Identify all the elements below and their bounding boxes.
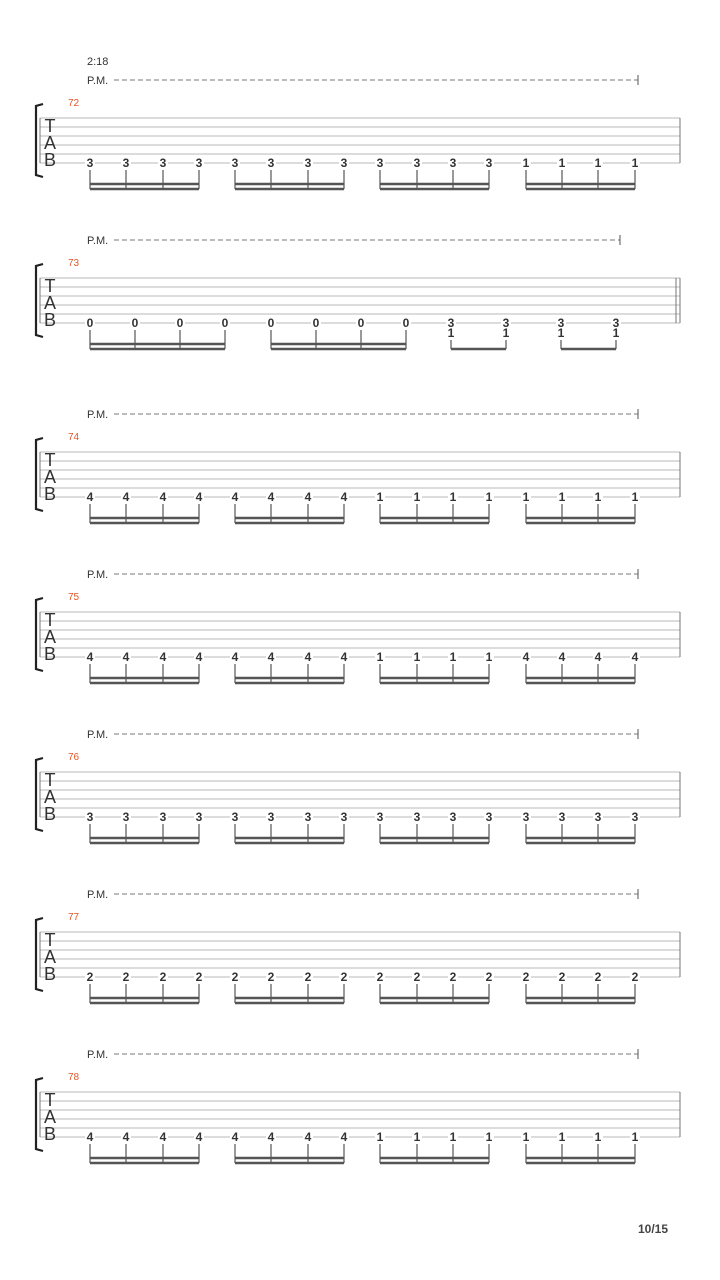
fret-number: 1 — [449, 650, 457, 664]
fret-number: 4 — [86, 650, 94, 664]
fret-number: 4 — [594, 650, 602, 664]
fret-number: 4 — [86, 1130, 94, 1144]
page-number: 10/15 — [638, 1222, 669, 1236]
fret-number: 0 — [176, 316, 184, 330]
fret-number: 1 — [594, 1130, 602, 1144]
fret-number: 3 — [122, 810, 130, 824]
tab-system — [36, 75, 680, 189]
fret-number: 3 — [267, 810, 275, 824]
fret-number: 1 — [594, 156, 602, 170]
fret-number: 3 — [195, 156, 203, 170]
tab-clef-letter: T — [44, 610, 56, 630]
fret-number: 3 — [304, 156, 312, 170]
tab-clef-letter: A — [43, 133, 57, 153]
tab-system — [36, 235, 680, 349]
fret-number: 3 — [267, 156, 275, 170]
fret-number: 4 — [159, 490, 167, 504]
tab-clef-letter: A — [43, 467, 57, 487]
fret-number: 1 — [376, 650, 384, 664]
fret-number: 3 — [485, 810, 493, 824]
fret-number: 2 — [159, 970, 167, 984]
tab-clef-letter: B — [43, 310, 57, 330]
fret-number: 1 — [502, 326, 510, 340]
fret-number: 3 — [304, 810, 312, 824]
fret-number: 4 — [159, 1130, 167, 1144]
fret-number: 1 — [413, 1130, 421, 1144]
tab-clef-letter: T — [44, 450, 56, 470]
fret-number: 3 — [340, 810, 348, 824]
fret-number: 2 — [413, 970, 421, 984]
fret-number: 3 — [631, 810, 639, 824]
fret-number: 3 — [413, 156, 421, 170]
fret-number: 3 — [195, 810, 203, 824]
fret-number: 0 — [357, 316, 365, 330]
fret-number: 3 — [558, 810, 566, 824]
palm-mute-label: P.M. — [87, 409, 109, 421]
tab-clef-letter: B — [43, 964, 57, 984]
fret-number: 3 — [86, 810, 94, 824]
tab-clef-letter: A — [43, 947, 57, 967]
tab-system — [36, 409, 680, 523]
fret-number: 1 — [449, 1130, 457, 1144]
fret-number: 3 — [594, 810, 602, 824]
tab-clef-letter: B — [43, 1124, 57, 1144]
tab-clef-letter: B — [43, 644, 57, 664]
fret-number: 3 — [502, 316, 510, 330]
tab-clef-letter: T — [44, 1090, 56, 1110]
fret-number: 4 — [231, 1130, 239, 1144]
fret-number: 4 — [122, 490, 130, 504]
fret-number: 4 — [267, 1130, 275, 1144]
fret-number: 4 — [195, 650, 203, 664]
fret-number: 3 — [413, 810, 421, 824]
palm-mute-label: P.M. — [87, 75, 109, 87]
fret-number: 1 — [522, 490, 530, 504]
fret-number: 0 — [402, 316, 410, 330]
fret-number: 2 — [485, 970, 493, 984]
fret-number: 1 — [612, 326, 620, 340]
fret-number: 0 — [86, 316, 94, 330]
palm-mute-label: P.M. — [87, 889, 109, 901]
tab-clef-letter: B — [43, 804, 57, 824]
measure-number: 76 — [68, 752, 80, 763]
fret-number: 3 — [376, 156, 384, 170]
tab-clef-letter: A — [43, 627, 57, 647]
fret-number: 1 — [376, 490, 384, 504]
fret-number: 4 — [231, 490, 239, 504]
fret-number: 3 — [340, 156, 348, 170]
fret-number: 3 — [159, 156, 167, 170]
time-marker: 2:18 — [87, 56, 109, 68]
fret-number: 4 — [304, 490, 312, 504]
tab-system — [36, 1049, 680, 1163]
fret-number: 4 — [159, 650, 167, 664]
fret-number: 3 — [449, 156, 457, 170]
fret-number: 1 — [413, 650, 421, 664]
tab-clef-letter: B — [43, 150, 57, 170]
palm-mute-label: P.M. — [87, 235, 109, 247]
measure-number: 77 — [68, 912, 80, 923]
fret-number: 0 — [312, 316, 320, 330]
fret-number: 3 — [231, 156, 239, 170]
tab-system — [36, 569, 680, 683]
fret-number: 4 — [195, 1130, 203, 1144]
fret-number: 3 — [159, 810, 167, 824]
fret-number: 1 — [449, 490, 457, 504]
fret-number: 4 — [267, 490, 275, 504]
measure-number: 78 — [68, 1072, 80, 1083]
palm-mute-label: P.M. — [87, 1049, 109, 1061]
fret-number: 0 — [267, 316, 275, 330]
fret-number: 1 — [485, 650, 493, 664]
tab-clef-letter: A — [43, 293, 57, 313]
fret-number: 3 — [449, 810, 457, 824]
fret-number: 3 — [522, 810, 530, 824]
fret-number: 2 — [376, 970, 384, 984]
fret-number: 3 — [447, 316, 455, 330]
fret-number: 4 — [195, 490, 203, 504]
tab-clef-letter: T — [44, 770, 56, 790]
fret-number: 3 — [557, 316, 565, 330]
fret-number: 2 — [522, 970, 530, 984]
fret-number: 4 — [340, 1130, 348, 1144]
measure-number: 74 — [68, 432, 80, 443]
tab-clef-letter: T — [44, 116, 56, 136]
tab-system — [36, 729, 680, 843]
fret-number: 2 — [304, 970, 312, 984]
fret-number: 1 — [631, 1130, 639, 1144]
fret-number: 2 — [231, 970, 239, 984]
palm-mute-label: P.M. — [87, 569, 109, 581]
fret-number: 1 — [631, 490, 639, 504]
fret-number: 1 — [594, 490, 602, 504]
fret-number: 3 — [485, 156, 493, 170]
fret-number: 1 — [557, 326, 565, 340]
palm-mute-label: P.M. — [87, 729, 109, 741]
fret-number: 4 — [304, 650, 312, 664]
tab-clef-letter: T — [44, 276, 56, 296]
fret-number: 4 — [340, 490, 348, 504]
fret-number: 2 — [449, 970, 457, 984]
fret-number: 4 — [340, 650, 348, 664]
fret-number: 1 — [485, 490, 493, 504]
fret-number: 1 — [522, 156, 530, 170]
fret-number: 4 — [631, 650, 639, 664]
measure-number: 75 — [68, 592, 80, 603]
fret-number: 2 — [86, 970, 94, 984]
tab-clef-letter: A — [43, 1107, 57, 1127]
fret-number: 1 — [447, 326, 455, 340]
fret-number: 4 — [522, 650, 530, 664]
fret-number: 4 — [304, 1130, 312, 1144]
fret-number: 1 — [558, 156, 566, 170]
tab-clef-letter: T — [44, 930, 56, 950]
fret-number: 3 — [231, 810, 239, 824]
fret-number: 4 — [86, 490, 94, 504]
measure-number: 73 — [68, 258, 80, 269]
fret-number: 3 — [86, 156, 94, 170]
fret-number: 3 — [612, 316, 620, 330]
fret-number: 0 — [221, 316, 229, 330]
fret-number: 1 — [522, 1130, 530, 1144]
fret-number: 1 — [558, 1130, 566, 1144]
fret-number: 1 — [631, 156, 639, 170]
fret-number: 1 — [558, 490, 566, 504]
fret-number: 4 — [231, 650, 239, 664]
fret-number: 4 — [122, 1130, 130, 1144]
fret-number: 1 — [485, 1130, 493, 1144]
fret-number: 4 — [267, 650, 275, 664]
fret-number: 2 — [122, 970, 130, 984]
fret-number: 2 — [558, 970, 566, 984]
fret-number: 2 — [267, 970, 275, 984]
measure-number: 72 — [68, 98, 80, 109]
fret-number: 3 — [122, 156, 130, 170]
fret-number: 2 — [340, 970, 348, 984]
fret-number: 1 — [413, 490, 421, 504]
fret-number: 4 — [122, 650, 130, 664]
tab-clef-letter: B — [43, 484, 57, 504]
fret-number: 2 — [631, 970, 639, 984]
fret-number: 2 — [594, 970, 602, 984]
fret-number: 0 — [131, 316, 139, 330]
fret-number: 4 — [558, 650, 566, 664]
tab-system — [36, 889, 680, 1003]
fret-number: 1 — [376, 1130, 384, 1144]
fret-number: 2 — [195, 970, 203, 984]
tab-clef-letter: A — [43, 787, 57, 807]
fret-number: 3 — [376, 810, 384, 824]
